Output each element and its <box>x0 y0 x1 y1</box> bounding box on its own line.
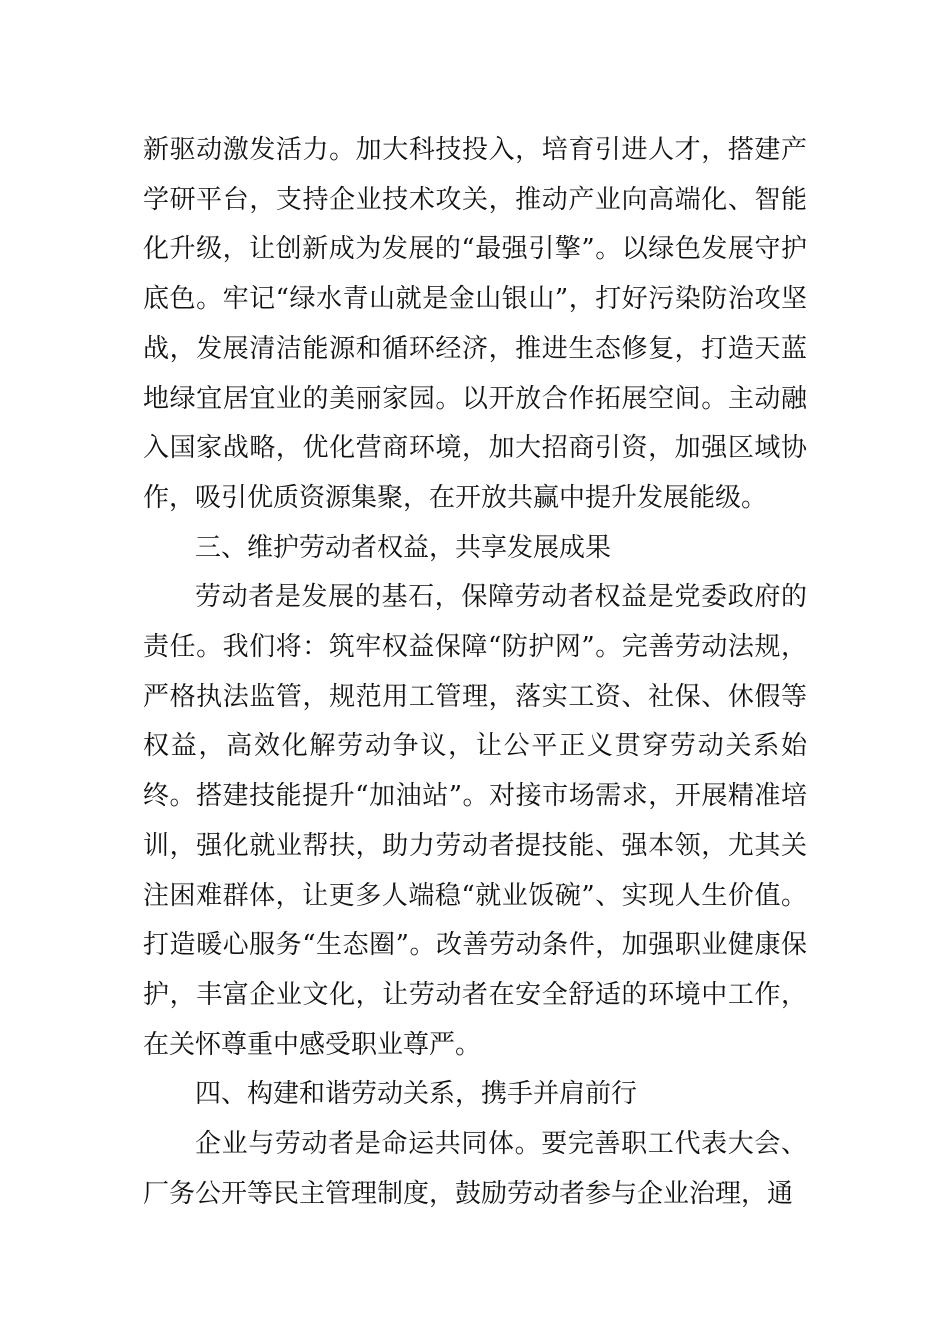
paragraph-harmonious-relations: 企业与劳动者是命运共同体。要完善职工代表大会、厂务公开等民主管理制度，鼓励劳动者参与企业治理，通 <box>143 1129 807 1209</box>
document-body <box>143 126 807 1219</box>
section-heading-4: 四、构建和谐劳动关系，携手并肩前行 <box>195 1079 638 1110</box>
paragraph-worker-rights: 劳动者是发展的基石，保障劳动者权益是党委政府的责任。我们将：筑牢权益保障“防护网”。完善劳动法规，严格执法监管，规范用工管理，落实工资、社保、休假等权益，高效化解劳动争议，让公平正义贯穿劳动关系始终。搭建技能提升“加油站”。对接市场需求，开展精准培训，强化就业帮扶，助力劳动者提技能、强本领，尤其关注困难群体，让更多人端稳“就业饭碗”、实现人生价值。打造暖心服务“生态圈”。改善劳动条件，加强职业健康保护，丰富企业文化，让劳动者在安全舒适的环境中工作，在关怀尊重中感受职业尊严。 <box>143 582 807 1060</box>
section-heading-3: 三、维护劳动者权益，共享发展成果 <box>195 532 612 563</box>
paragraph-innovation-green-open: 新驱动激发活力。加大科技投入，培育引进人才，搭建产学研平台，支持企业技术攻关，推动产业向高端化、智能化升级，让创新成为发展的“最强引擎”。以绿色发展守护底色。牢记“绿水青山就是金山银山”，打好污染防治攻坚战，发展清洁能源和循环经济，推进生态修复，打造天蓝地绿宜居宜业的美丽家园。以开放合作拓展空间。主动融入国家战略，优化营商环境，加大招商引资，加强区域协作，吸引优质资源集聚，在开放共赢中提升发展能级。 <box>143 135 807 513</box>
